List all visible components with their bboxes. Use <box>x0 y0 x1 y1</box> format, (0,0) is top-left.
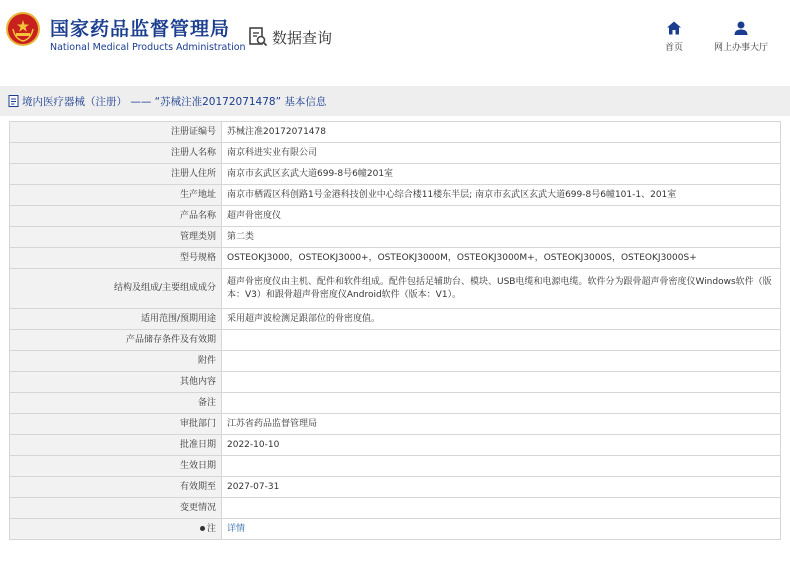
field-value: 2027-07-31 <box>222 477 781 498</box>
document-search-icon <box>248 26 268 48</box>
table-row <box>10 164 781 185</box>
site-header <box>0 0 790 74</box>
field-label: 审批部门 <box>10 414 222 435</box>
note-value-cell <box>222 519 781 540</box>
bullet-icon <box>200 526 205 531</box>
table-row <box>10 248 781 269</box>
table-row <box>10 206 781 227</box>
nav-online-hall-label: 网上办事大厅 <box>713 43 768 53</box>
field-value <box>222 351 781 372</box>
breadcrumb <box>0 86 790 116</box>
note-label-cell <box>10 519 222 540</box>
field-label: 管理类别 <box>10 227 222 248</box>
field-value: OSTEOKJ3000，OSTEOKJ3000+，OSTEOKJ3000M，OSTEOKJ3000M+，OSTEOKJ3000S，OSTEOKJ3000S+ <box>222 248 781 269</box>
field-label: 附件 <box>10 351 222 372</box>
field-label: 注册人住所 <box>10 164 222 185</box>
field-label: 适用范围/预期用途 <box>10 309 222 330</box>
table-row-note <box>10 519 781 540</box>
table-row <box>10 330 781 351</box>
site-subtitle: National Medical Products Administration <box>50 42 246 53</box>
field-value: 南京市玄武区玄武大道699-8号6幢201室 <box>222 164 781 185</box>
user-icon <box>733 20 749 36</box>
field-label: 备注 <box>10 393 222 414</box>
table-row <box>10 435 781 456</box>
table-row <box>10 351 781 372</box>
field-label: 生效日期 <box>10 456 222 477</box>
table-row <box>10 414 781 435</box>
field-label: 产品名称 <box>10 206 222 227</box>
table-row <box>10 269 781 309</box>
table-row <box>10 498 781 519</box>
field-label: 有效期至 <box>10 477 222 498</box>
table-row <box>10 456 781 477</box>
field-value <box>222 372 781 393</box>
nav-home[interactable] <box>644 20 704 53</box>
field-label: 结构及组成/主要组成成分 <box>10 269 222 309</box>
data-query-section <box>248 26 332 48</box>
registration-info-table <box>9 121 781 540</box>
field-value <box>222 456 781 477</box>
details-link[interactable]: 详情 <box>227 523 246 534</box>
table-row <box>10 143 781 164</box>
section-title: 数据查询 <box>272 28 333 47</box>
document-icon <box>8 95 19 107</box>
field-value <box>222 330 781 351</box>
field-label: 注册证编号 <box>10 122 222 143</box>
field-label: 其他内容 <box>10 372 222 393</box>
field-value: 超声骨密度仪由主机、配件和软件组成。配件包括足辅助台、模块、USB电缆和电源电缆。软件分为跟骨超声骨密度仪Windows软件（版本：V3）和跟骨超声骨密度仪Android软件（版本：V1）。 <box>222 269 781 309</box>
field-value: 2022-10-10 <box>222 435 781 456</box>
breadcrumb-text: 境内医疗器械（注册） —— “苏械注准20172071478” 基本信息 <box>22 95 327 108</box>
field-label: 变更情况 <box>10 498 222 519</box>
field-value: 采用超声波检测足跟部位的骨密度值。 <box>222 309 781 330</box>
table-row <box>10 372 781 393</box>
table-row <box>10 185 781 206</box>
table-row <box>10 227 781 248</box>
table-row <box>10 477 781 498</box>
field-value: 第二类 <box>222 227 781 248</box>
table-row <box>10 122 781 143</box>
field-value: 南京市栖霞区科创路1号金港科技创业中心综合楼11楼东半层; 南京市玄武区玄武大道699-8号6幢101-1、201室 <box>222 185 781 206</box>
site-title[interactable]: 国家药品监督管理局 <box>50 18 231 40</box>
nav-home-label: 首页 <box>664 43 683 53</box>
nav-online-hall[interactable] <box>706 20 776 53</box>
home-icon <box>666 20 682 36</box>
field-label: 注册人名称 <box>10 143 222 164</box>
field-label: 批准日期 <box>10 435 222 456</box>
field-value <box>222 393 781 414</box>
field-value: 超声骨密度仪 <box>222 206 781 227</box>
emblem-logo <box>6 12 40 46</box>
note-label: 注 <box>206 523 216 534</box>
field-value: 南京科进实业有限公司 <box>222 143 781 164</box>
field-value: 江苏省药品监督管理局 <box>222 414 781 435</box>
table-row <box>10 309 781 330</box>
field-label: 产品储存条件及有效期 <box>10 330 222 351</box>
field-value: 苏械注准20172071478 <box>222 122 781 143</box>
table-row <box>10 393 781 414</box>
field-value <box>222 498 781 519</box>
field-label: 型号规格 <box>10 248 222 269</box>
field-label: 生产地址 <box>10 185 222 206</box>
